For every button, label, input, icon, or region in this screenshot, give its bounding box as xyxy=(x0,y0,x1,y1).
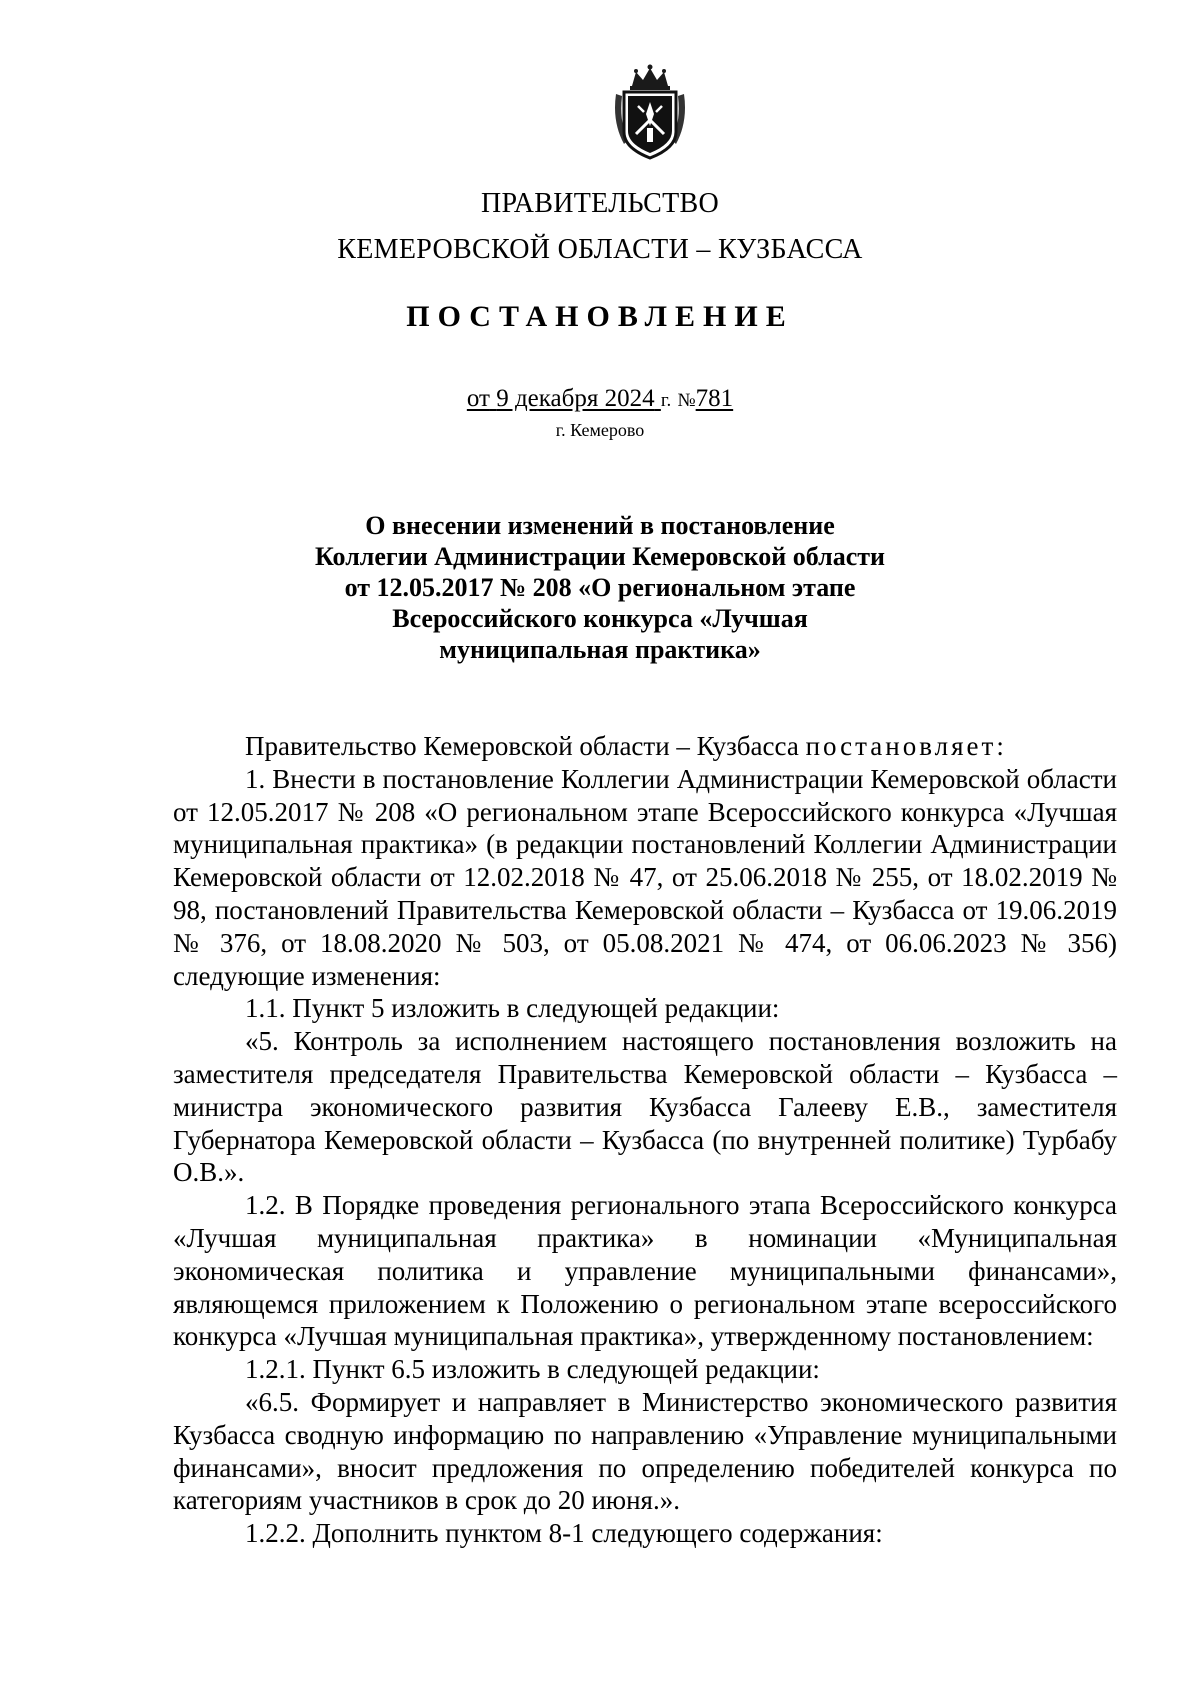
issuer-line-2: КЕМЕРОВСКОЙ ОБЛАСТИ – КУЗБАССА xyxy=(337,234,863,265)
date-prefix: от xyxy=(466,385,490,412)
paragraph-1-2-1-text: «6.5. Формирует и направляет в Министерство экономического развития Кузбасса сводную информацию по направлению «Управление муниципальными финансами», вносит предложения по определению победителей конкурса по категориям участников в срок до 20 июня.». xyxy=(173,1386,1117,1516)
document-body xyxy=(173,730,1117,1550)
intro-paragraph xyxy=(173,730,1117,763)
title-line: муниципальная практика» xyxy=(439,635,761,664)
title-line: О внесении изменений в постановление xyxy=(365,511,835,540)
intro-end: : xyxy=(996,731,1004,761)
city: г. Кемерово xyxy=(555,420,645,440)
year-suffix: г. xyxy=(660,390,672,411)
document-date: 9 декабря 2024 xyxy=(496,385,655,412)
title-line: Коллегии Администрации Кемеровской области xyxy=(314,542,886,571)
paragraph-1-1: 1.1. Пункт 5 изложить в следующей редакции: xyxy=(245,993,780,1024)
number-sign: № xyxy=(677,390,696,411)
paragraph-1-2: 1.2. В Порядке проведения регионального этапа Всероссийского конкурса «Лучшая муниципальная практика» в номинации «Муниципальная экономическая политика и управление муниципальными финансами», являющемся приложением к Положению о региональном этапе всероссийского конкурса «Лучшая муниципальная практика», утвержденному постановлением: xyxy=(173,1190,1117,1352)
paragraph-1-2-2: 1.2.2. Дополнить пунктом 8-1 следующего содержания: xyxy=(245,1518,883,1549)
intro-text: Правительство Кемеровской области – Кузбасса xyxy=(245,731,799,761)
coat-of-arms-emblem xyxy=(610,62,690,162)
date-number-line xyxy=(0,385,1200,413)
intro-verb: постановляет xyxy=(805,731,997,761)
paragraph-1: 1. Внести в постановление Коллегии Администрации Кемеровской области от 12.05.2017 № 208 «О региональном этапе Всероссийского конкурса «Лучшая муниципальная практика» (в редакции постановлений Коллегии Администрации Кемеровской области от 12.02.2018 № 47, от 25.06.2018 № 255, от 18.02.2019 № 98, постановлений Правительства Кемеровской области – Кузбасса от 19.06.2019 № 376, от 18.08.2020 № 503, от 05.08.2021 № 474, от 06.06.2023 № 356) следующие изменения: xyxy=(173,763,1117,991)
document-type: ПОСТАНОВЛЕНИЕ xyxy=(406,300,794,333)
paragraph-1-1-text: «5. Контроль за исполнением настоящего постановления возложить на заместителя председателя Правительства Кемеровской области – Кузбасса – министра экономического развития Кузбасса Галееву Е.В., заместителя Губернатора Кемеровской области – Кузбасса (по внутренней политике) Турбабу О.В.». xyxy=(173,1026,1117,1188)
issuer-line-1: ПРАВИТЕЛЬСТВО xyxy=(480,188,720,219)
title-line: Всероссийского конкурса «Лучшая xyxy=(392,604,808,633)
document-title xyxy=(0,510,1200,665)
document-number: 781 xyxy=(695,385,734,412)
paragraph-1-2-1: 1.2.1. Пункт 6.5 изложить в следующей редакции: xyxy=(245,1354,820,1385)
title-line: от 12.05.2017 № 208 «О региональном этапе xyxy=(344,573,856,602)
